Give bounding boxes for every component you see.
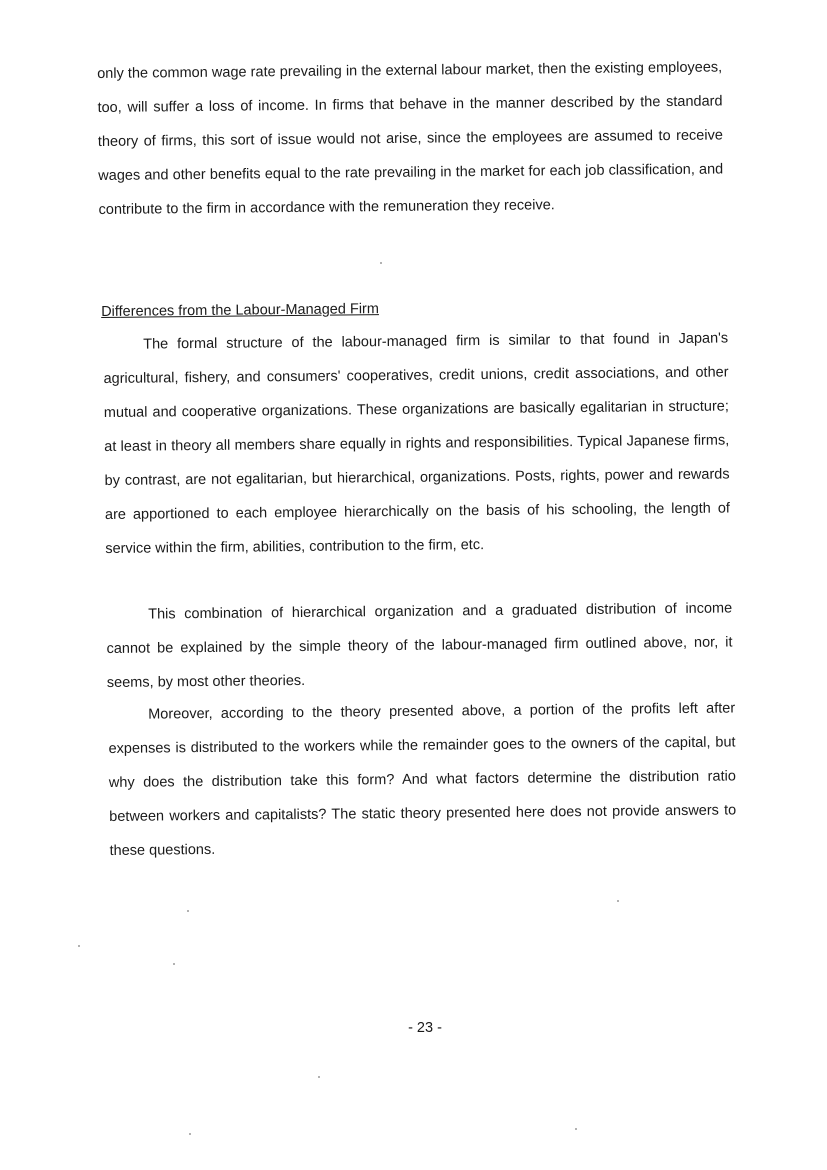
scan-speck: [617, 900, 619, 902]
scan-speck: [575, 1128, 577, 1130]
scan-speck: [318, 1076, 320, 1078]
paragraph-hierarchical-combination: This combination of hierarchical organization and a graduated distribution of income cannot be explained by the simple theory of the labour-managed firm outlined above, nor, it seems, by most other theories.: [106, 600, 733, 691]
scan-speck: [78, 945, 80, 947]
scan-speck: [173, 963, 175, 965]
paragraph-profit-distribution: Moreover, according to the theory presented above, a portion of the profits left after expenses is distributed to the workers while the remainder goes to the owners of the capital, but why does the distribution take this form? And what factors determine the distribution ratio between workers and capitalists? The static theory presented here does not provide answers to these questions.: [108, 700, 737, 859]
scan-speck: [380, 262, 382, 264]
paragraph-continuation: only the common wage rate prevailing in the external labour market, then the existing employees, too, will suffer a loss of income. In firms that behave in the manner described by the standard theory of firms, this sort of issue would not arise, since the employees are assumed to receive wages and other benefits equal to the rate prevailing in the market for each job classification, and contribute to the firm in accordance with the remuneration they receive.: [97, 59, 724, 218]
page-number: - 23 -: [408, 1020, 442, 1036]
scan-speck: [187, 910, 189, 912]
section-heading: Differences from the Labour-Managed Firm: [101, 301, 379, 320]
paragraph-formal-structure: The formal structure of the labour-managed firm is similar to that found in Japan's agricultural, fishery, and consumers' cooperatives, credit unions, credit associations, and other mutual and cooperative organizations. These organizations are basically egalitarian in structure; at least in theory all members share equally in rights and responsibilities. Typical Japanese firms, by contrast, are not egalitarian, but hierarchical, organizations. Posts, rights, power and rewards are apportioned to each employee hierarchically on the basis of his schooling, the length of service within the firm, abilities, contribution to the firm, etc.: [103, 330, 731, 557]
scan-speck: [189, 1133, 191, 1135]
